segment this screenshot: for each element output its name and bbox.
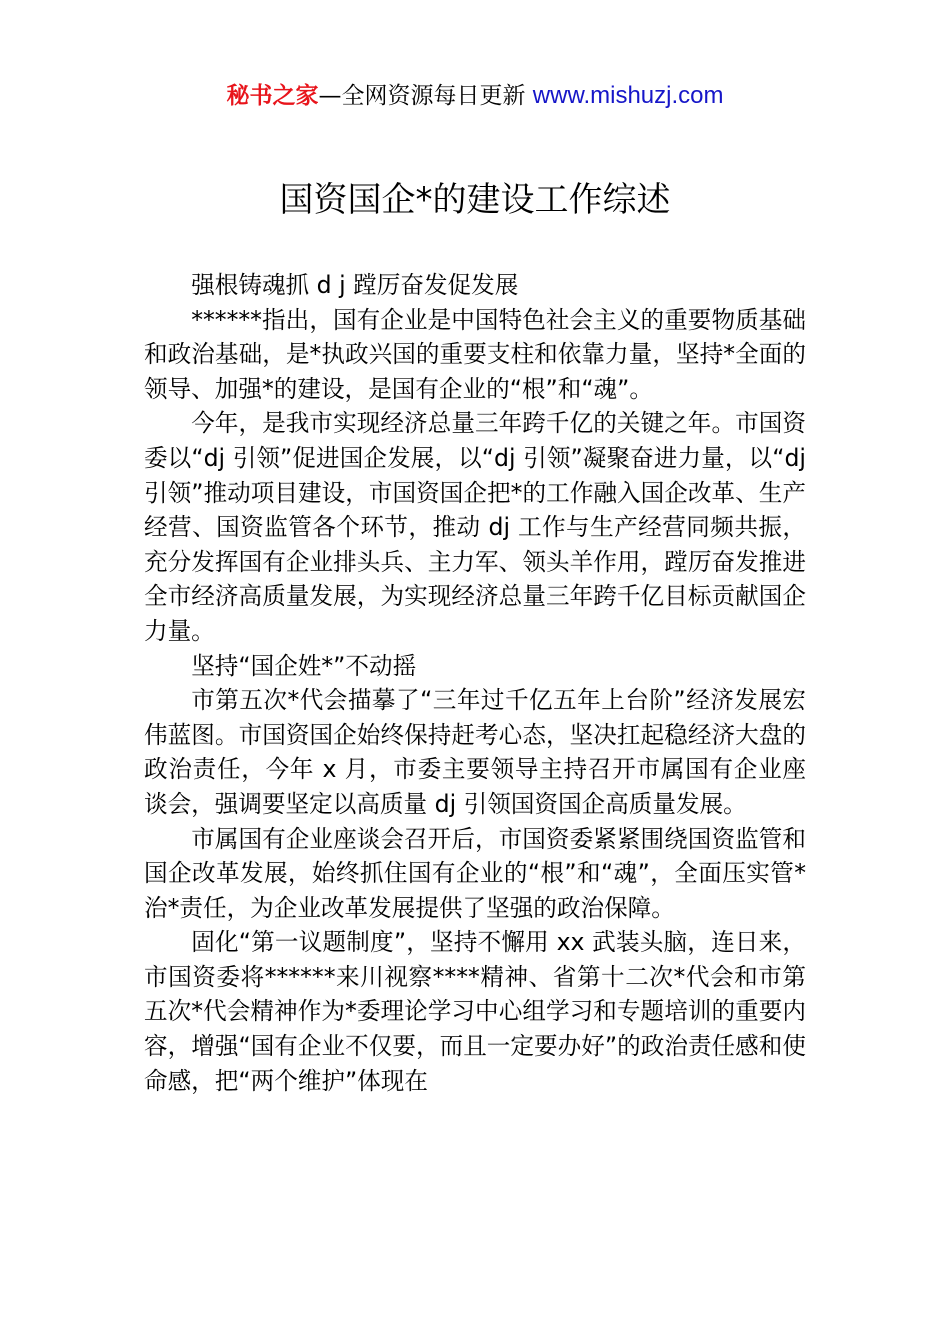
section-heading: 强根铸魂抓 d j 蹚厉奋发促发展	[191, 271, 519, 299]
document-title: 国资国企*的建设工作综述	[279, 180, 671, 220]
document-body	[144, 268, 806, 1098]
site-brand: 秘书之家	[226, 83, 319, 109]
body-paragraph: 固化“第一议题制度”，坚持不懈用 xx 武装头脑，连日来，市国资委将******来川视察****精神、省第十二次*代会和市第五次*代会精神作为*委理论学习中心组学习和专题培训的重要内容，增强“国有企业不仅要，而且一定要办好”的政治责任感和使命感，把“两个维护”体现在	[144, 928, 806, 1095]
body-paragraph: 市属国有企业座谈会召开后，市国资委紧紧围绕国资监管和国企改革发展，始终抓住国有企业的“根”和“魂”，全面压实管*治*责任，为企业改革发展提供了坚强的政治保障。	[144, 824, 806, 922]
body-paragraph: 市第五次*代会描摹了“三年过千亿五年上台阶”经济发展宏伟蓝图。市国资国企始终保持赶考心态，坚决扛起稳经济大盘的政治责任，今年 x 月，市委主要领导主持召开市属国有企业座谈会，强调要坚定以高质量 dj 引领国资国企高质量发展。	[144, 686, 806, 818]
site-header	[0, 80, 950, 112]
section-heading: 坚持“国企姓*”不动摇	[191, 651, 417, 680]
body-paragraph: ******指出，国有企业是中国特色社会主义的重要物质基础和政治基础，是*执政兴国的重要支柱和依靠力量，坚持*全面的领导、加强*的建设，是国有企业的“根”和“魂”。	[144, 305, 806, 403]
body-paragraph: 今年，是我市实现经济总量三年跨千亿的关键之年。市国资委以“dj 引领”促进国企发展，以“dj 引领”凝聚奋进力量，以“dj 引领”推动项目建设，市国资国企把*的工作融入国企改革、生产经营、国资监管各个环节，推动 dj 工作与生产经营同频共振，充分发挥国有企业排头兵、主力军、领头羊作用，蹚厉奋发推进全市经济高质量发展，为实现经济总量三年跨千亿目标贡献国企力量。	[144, 409, 806, 645]
site-tagline: —全网资源每日更新	[318, 83, 526, 109]
site-url-link[interactable]: www.mishuzj.com	[532, 82, 724, 109]
